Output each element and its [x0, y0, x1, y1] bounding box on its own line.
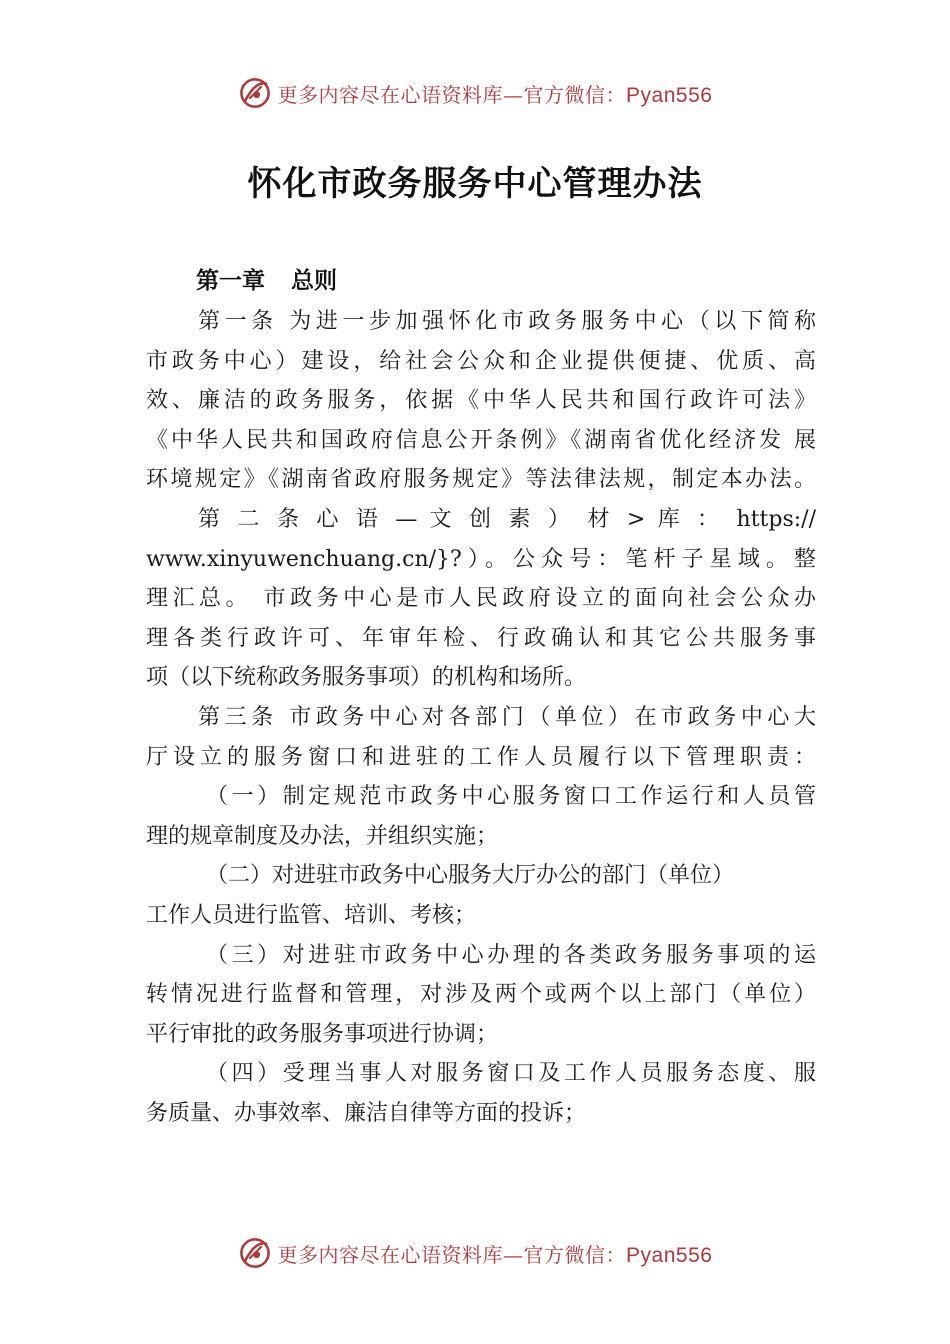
text-line: 理各类行政许可、年审年检、行政确认和其它公共服务事	[146, 625, 816, 651]
text-line: 务质量、办事效率、廉洁自律等方面的投诉；	[146, 1100, 587, 1126]
text-line: 理的规章制度及办法，并组织实施；	[146, 823, 499, 849]
document-title: 怀化市政务服务中心管理办法	[247, 164, 703, 204]
wechat-id: Pyan556	[626, 1243, 713, 1267]
wechat-id: Pyan556	[626, 83, 713, 107]
text-line: （三）对进驻市政务中心办理的各类政务服务事项的运	[206, 942, 816, 968]
header-banner-text: 更多内容尽在心语资料库—官方微信：Pyan556	[277, 82, 713, 107]
text-line: 工作人员进行监管、培训、考核；	[146, 902, 477, 928]
chapter-name: 总则	[291, 268, 337, 294]
text-line: 第三条 市政务中心对各部门（单位）在市政务中心大	[198, 704, 816, 730]
text-line: 效、廉洁的政务服务，依据《中华人民共和国行政许可法》	[146, 388, 816, 414]
brand-logo-icon	[238, 76, 272, 110]
text-line: www.xinyuwenchuang.cn/}?）。公众号：笔杆子星域。整	[146, 546, 816, 572]
text-line: 环境规定》《湖南省政府服务规定》等法律法规，制定本办法。	[146, 467, 816, 493]
chapter-heading	[196, 262, 337, 295]
text-line: 平行审批的政务服务事项进行协调；	[146, 1021, 499, 1047]
text-line: （四）受理当事人对服务窗口及工作人员服务态度、服	[206, 1061, 816, 1087]
text-line: 第一条 为进一步加强怀化市政务服务中心（以下简称	[198, 309, 816, 334]
footer-banner-text: 更多内容尽在心语资料库—官方微信：Pyan556	[277, 1242, 713, 1267]
text-line: （一）制定规范市政务中心服务窗口工作运行和人员管	[206, 784, 816, 810]
text-line: 厅设立的服务窗口和进驻的工作人员履行以下管理职责：	[146, 744, 816, 770]
header-banner	[0, 68, 950, 118]
footer-banner	[0, 1228, 950, 1278]
text-line: 理汇总。 市政务中心是市人民政府设立的面向社会公众办	[146, 586, 816, 612]
brand-logo-icon	[238, 1236, 272, 1270]
text-line: 项（以下统称政务服务事项）的机构和场所。	[146, 665, 587, 691]
document-body	[146, 302, 816, 1133]
chapter-number: 第一章	[196, 268, 265, 294]
text-line: 《中华人民共和国政府信息公开条例》《湖南省优化经济发 展	[146, 427, 816, 453]
text-line: 第 二 条 心 语 — 文 创 素 ） 材 > 库 ： https://	[198, 506, 816, 532]
text-line: 市政务中心）建设，给社会公众和企业提供便捷、优质、高	[146, 348, 816, 374]
text-line: 转情况进行监督和管理，对涉及两个或两个以上部门（单位）	[146, 982, 816, 1008]
text-line: （二）对进驻市政务中心服务大厅办公的部门（单位）	[206, 863, 735, 889]
